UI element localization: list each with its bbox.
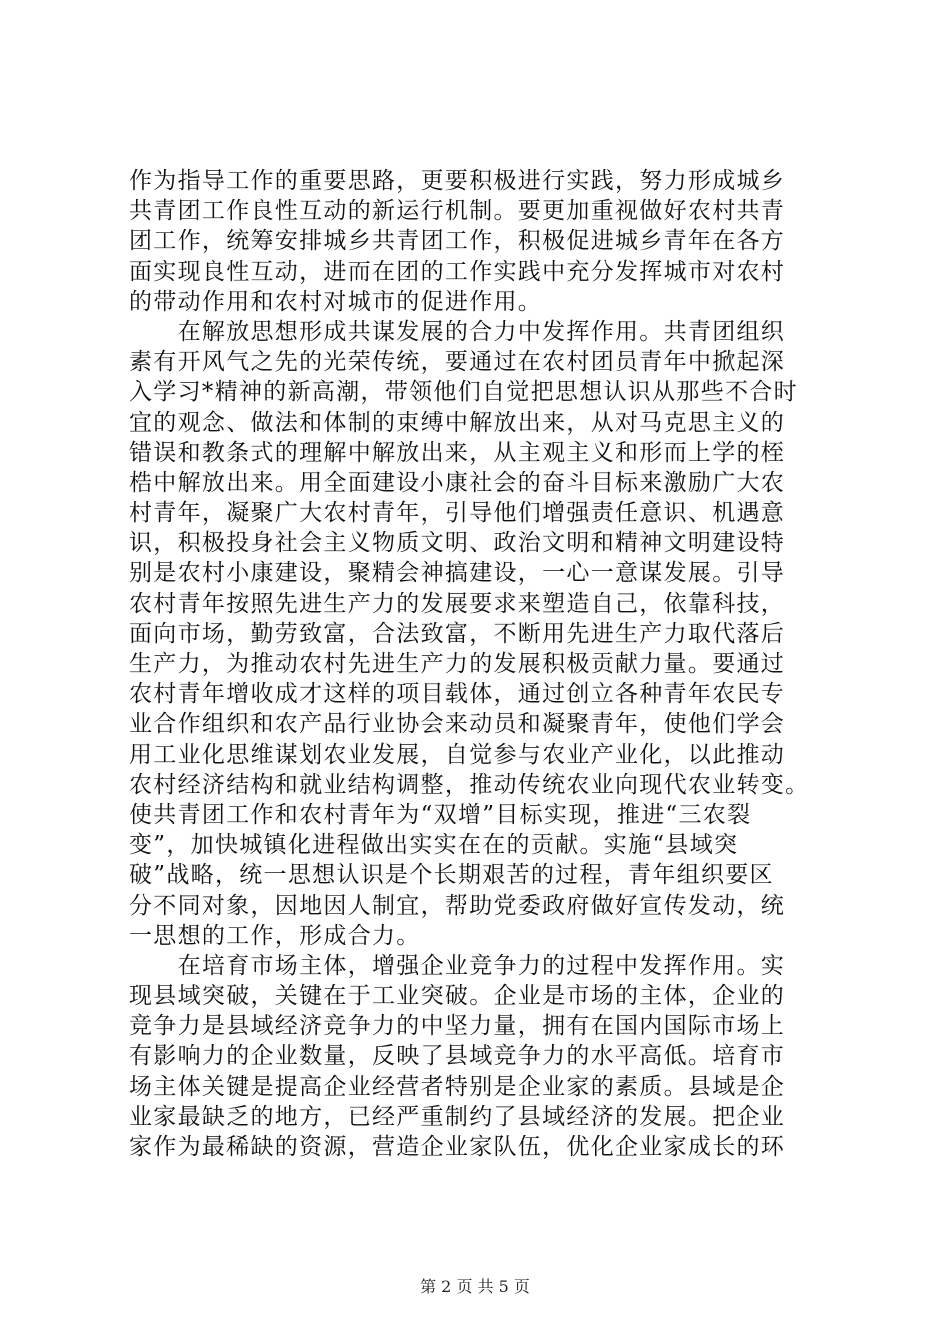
text-line: 面向市场，勤劳致富，合法致富，不断用先进生产力取代落后: [129, 620, 786, 647]
text-line: 作为指导工作的重要思路，更要积极进行实践，努力形成城乡: [129, 168, 786, 194]
text-line: 农村经济结构和就业结构调整，推动传统农业向现代农业转变。: [129, 771, 810, 798]
text-line: 农村青年按照先进生产力的发展要求来塑造自己，依靠科技，: [129, 590, 786, 617]
text-line: 识，积极投身社会主义物质文明、政治文明和精神文明建设特: [129, 530, 786, 557]
text-line: 别是农村小康建设，聚精会神搞建设，一心一意谋发展。引导: [129, 560, 786, 587]
text-line: 入学习*精神的新高潮，带领他们自觉把思想认识从那些不合时: [129, 379, 798, 406]
text-line: 的带动作用和农村对城市的促进作用。: [129, 288, 543, 315]
text-line: 面实现良性互动，进而在团的工作实践中充分发挥城市对农村: [129, 258, 786, 285]
text-line: 业家最缺乏的地方，已经严重制约了县域经济的发展。把企业: [129, 1103, 786, 1130]
text-line: 村青年，凝聚广大农村青年，引导他们增强责任意识、机遇意: [129, 500, 786, 527]
text-line: 变”，加快城镇化进程做出实实在在的贡献。实施“县域突: [129, 832, 739, 859]
text-line: 破”战略，统一思想认识是个长期艰苦的过程，青年组织要区: [129, 862, 774, 889]
text-line: 错误和教条式的理解中解放出来，从主观主义和形而上学的桎: [129, 439, 786, 466]
text-line: 一思想的工作，形成合力。: [129, 922, 421, 949]
text-line: 素有开风气之先的光荣传统，要通过在农村团员青年中掀起深: [129, 349, 786, 376]
text-line: 有影响力的企业数量，反映了县域竞争力的水平高低。培育市: [129, 1043, 786, 1070]
text-line: 使共青团工作和农村青年为“双增”目标实现，推进“三农裂: [129, 801, 752, 828]
text-line: 在培育市场主体，增强企业竞争力的过程中发挥作用。实: [129, 952, 786, 979]
text-line: 现县域突破，关键在于工业突破。企业是市场的主体，企业的: [129, 983, 786, 1010]
text-line: 共青团工作良性互动的新运行机制。要更加重视做好农村共青: [129, 198, 786, 225]
text-line: 业合作组织和农产品行业协会来动员和凝聚青年，使他们学会: [129, 711, 786, 738]
page-number-footer: 第 2 页 共 5 页: [420, 1277, 530, 1296]
text-line: 家作为最稀缺的资源，营造企业家队伍，优化企业家成长的环: [129, 1134, 786, 1160]
text-line: 农村青年增收成才这样的项目载体，通过创立各种青年农民专: [129, 681, 786, 708]
text-line: 梏中解放出来。用全面建设小康社会的奋斗目标来激励广大农: [129, 469, 786, 496]
text-line: 场主体关键是提高企业经营者特别是企业家的素质。县域是企: [129, 1073, 786, 1100]
text-line: 分不同对象，因地因人制宜，帮助党委政府做好宣传发动，统: [129, 892, 786, 919]
text-line: 团工作，统筹安排城乡共青团工作，积极促进城乡青年在各方: [129, 228, 786, 255]
text-line: 宜的观念、做法和体制的束缚中解放出来，从对马克思主义的: [129, 409, 786, 436]
text-line: 生产力，为推动农村先进生产力的发展积极贡献力量。要通过: [129, 651, 786, 677]
text-line: 在解放思想形成共谋发展的合力中发挥作用。共青团组织: [129, 318, 786, 345]
text-line: 竞争力是县域经济竞争力的中坚力量，拥有在国内国际市场上: [129, 1013, 786, 1040]
body-text: [129, 166, 849, 1162]
text-line: 用工业化思维谋划农业发展，自觉参与农业产业化，以此推动: [129, 741, 786, 768]
